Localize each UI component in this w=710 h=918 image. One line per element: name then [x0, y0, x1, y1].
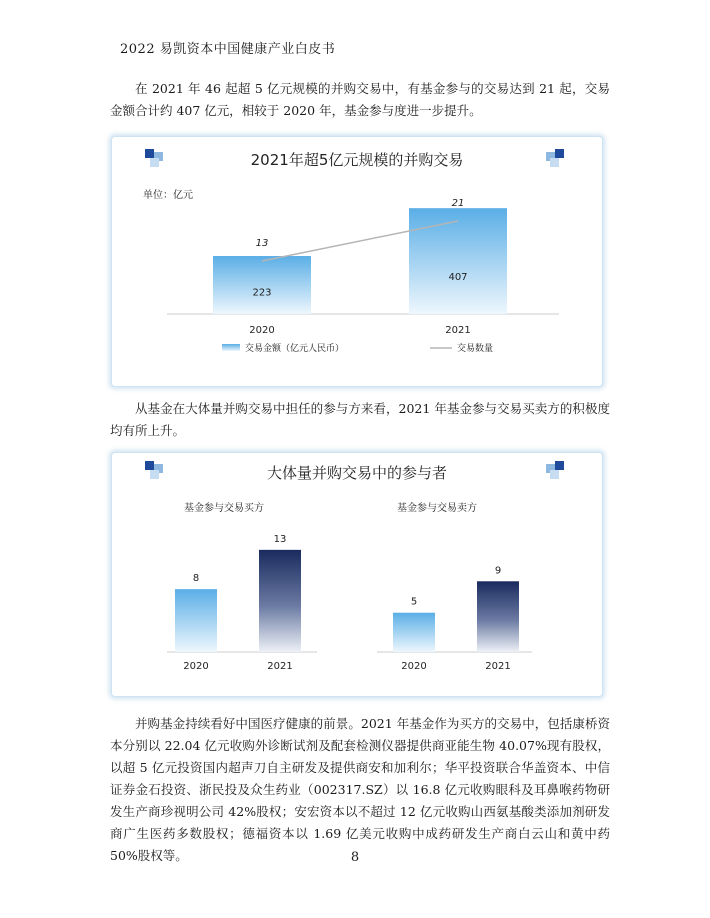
chart-panel-deals — [111, 136, 603, 387]
corner-decoration-right — [546, 461, 564, 479]
page-header: 2022 易凯资本中国健康产业白皮书 — [120, 42, 336, 57]
participants-chart — [112, 453, 602, 696]
subchart-title: 基金参与交易买方 — [184, 503, 264, 514]
bar-amount-2020 — [213, 256, 311, 314]
x-tick-label: 2020 — [183, 661, 209, 672]
intro-paragraph — [110, 78, 610, 122]
bar-value-label: 9 — [494, 565, 502, 577]
chart-legend — [222, 342, 493, 354]
legend-bar-swatch — [222, 344, 240, 351]
corner-decoration-right — [546, 149, 564, 167]
chart-title: 大体量并购交易中的参与者 — [266, 464, 448, 482]
x-tick-label: 2020 — [401, 661, 427, 672]
line-value-label: 13 — [255, 238, 269, 249]
x-tick-label: 2021 — [485, 661, 511, 672]
bar-seller-2021 — [477, 581, 519, 652]
buyer-seller-paragraph — [110, 398, 610, 442]
legend-line-label: 交易数量 — [457, 344, 494, 354]
bar-value-label: 407 — [448, 272, 468, 284]
corner-decoration-left — [145, 461, 163, 479]
chart-title: 2021年超5亿元规模的并购交易 — [250, 151, 464, 169]
x-tick-label: 2021 — [445, 325, 471, 336]
deals-chart — [112, 137, 602, 386]
bar-value-label: 223 — [252, 287, 272, 299]
corner-decoration-left — [145, 149, 163, 167]
subchart-title: 基金参与交易卖方 — [397, 503, 477, 514]
x-tick-label: 2021 — [267, 661, 293, 672]
bar-value-label: 5 — [410, 596, 418, 608]
bar-buyer-2020 — [175, 589, 217, 652]
page-number: 8 — [350, 850, 360, 865]
chart-panel-participants — [111, 452, 603, 697]
bar-value-label: 8 — [192, 573, 200, 585]
funds-paragraph — [110, 713, 610, 867]
bar-buyer-2021 — [259, 550, 301, 652]
line-value-label: 21 — [451, 198, 465, 209]
paragraph-text: 从基金在大体量并购交易中担任的参与方来看，2021 年基金参与交易买卖方的积极度均有所上升。 — [110, 401, 610, 438]
x-tick-label: 2020 — [249, 325, 275, 336]
legend-bar-label: 交易金额（亿元人民币） — [245, 344, 345, 354]
unit-label: 单位：亿元 — [143, 190, 193, 201]
paragraph-text: 并购基金持续看好中国医疗健康的前景。2021 年基金作为买方的交易中，包括康桥资本分别以 22.04 亿元收购外诊断试剂及配套检测仪器提供商亚能生物 40.07%现有股权，以超 5 亿元投资国内超声刀自主研发及提供商安和加利尔；华平投资联合华盖资本、中信证券金石投资、浙民投及众生药业（002317.SZ）以 16.8 亿元收购眼科及耳鼻喉药物研发生产商珍视明公司 42%股权；安宏资本以不超过 12 亿元收购山西氨基酸类添加剂研发商广生医药多数股权；德福资本以 1.69 亿美元收购中成药研发生产商白云山和黄中药 50%股权等。 — [110, 716, 610, 863]
bar-seller-2020 — [393, 613, 435, 652]
paragraph-text: 在 2021 年 46 起超 5 亿元规模的并购交易中，有基金参与的交易达到 21 起，交易金额合计约 407 亿元，相较于 2020 年，基金参与度进一步提升。 — [110, 81, 610, 118]
bar-value-label: 13 — [273, 533, 287, 545]
bar-amount-2021 — [409, 208, 507, 314]
